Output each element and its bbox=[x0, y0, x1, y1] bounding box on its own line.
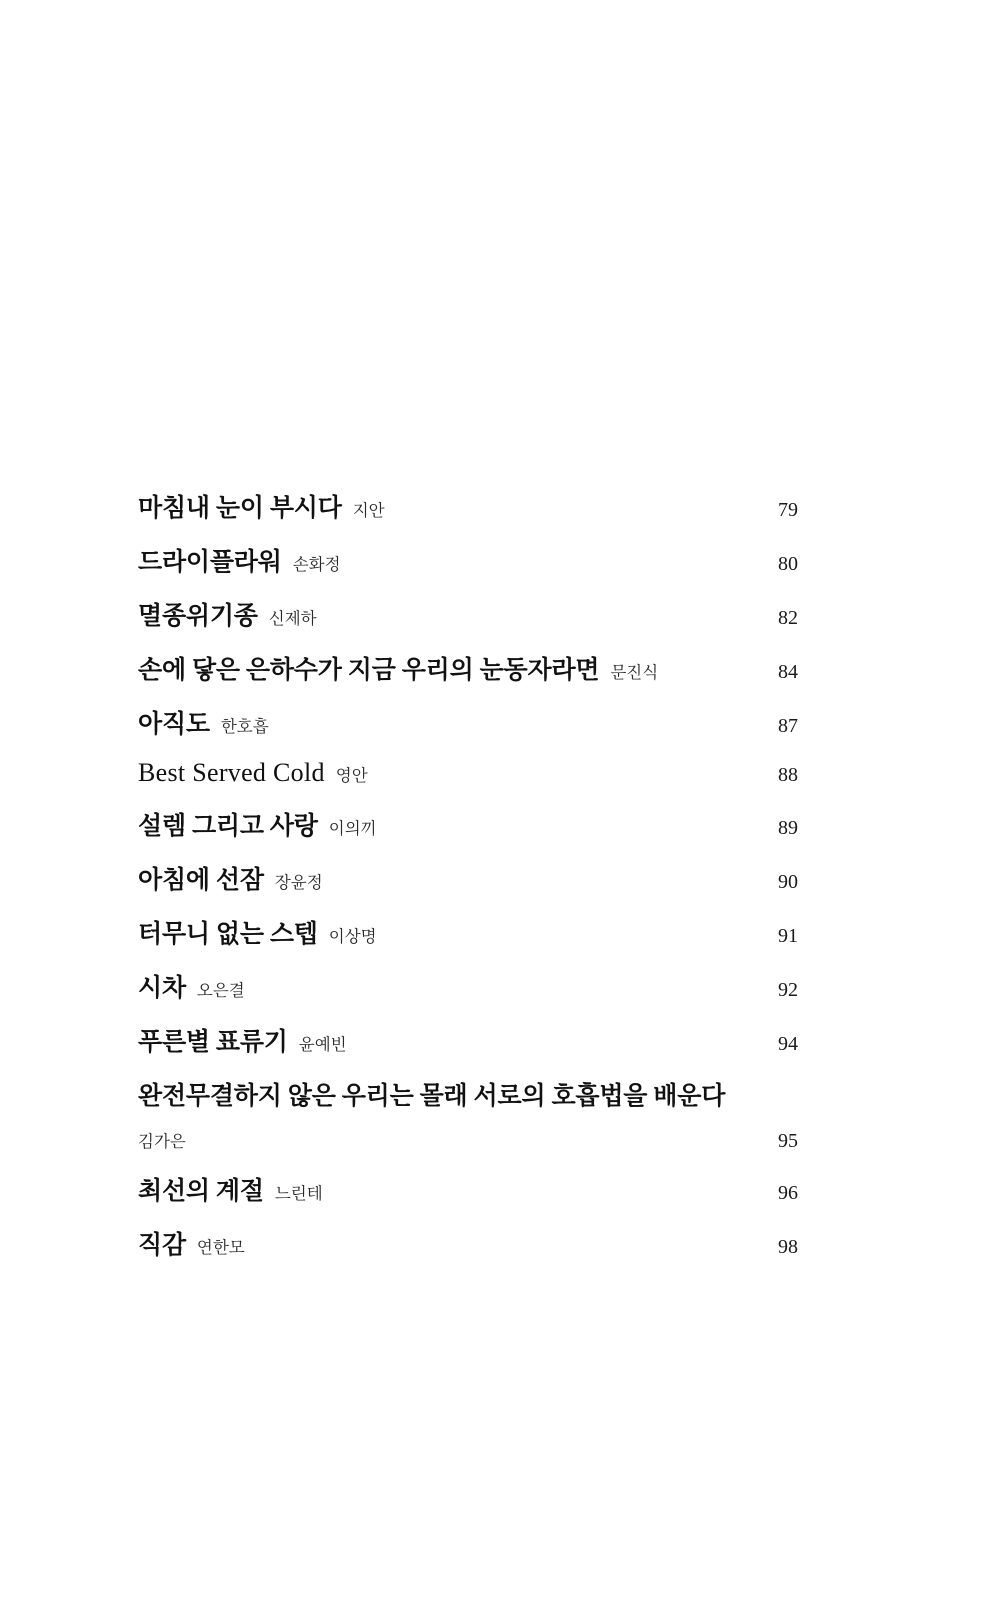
toc-entry-author: 오은결 bbox=[196, 981, 245, 1000]
toc-entry-author: 문진식 bbox=[610, 663, 659, 682]
toc-entry-title: 설렘 그리고 사랑 bbox=[138, 813, 318, 840]
toc-entry-page-number: 82 bbox=[778, 607, 798, 629]
toc-entry-author: 장윤정 bbox=[274, 873, 323, 892]
toc-entry[interactable] bbox=[138, 488, 798, 524]
toc-entry-title: 마침내 눈이 부시다 bbox=[138, 495, 342, 522]
toc-entry-title: Best Served Cold bbox=[138, 758, 325, 787]
toc-entry-text bbox=[138, 704, 738, 740]
toc-entry-text bbox=[138, 542, 738, 578]
toc-entry-author: 이상명 bbox=[328, 927, 377, 946]
toc-entry[interactable] bbox=[138, 1022, 798, 1058]
toc-entry[interactable] bbox=[138, 758, 798, 788]
toc-entry[interactable] bbox=[138, 860, 798, 896]
toc-entry-page-number: 79 bbox=[778, 499, 798, 521]
toc-entry-title: 푸른별 표류기 bbox=[138, 1029, 288, 1056]
toc-entry-author: 느린테 bbox=[274, 1184, 323, 1203]
toc-entry-author: 김가은 bbox=[138, 1132, 186, 1151]
toc-entry-author: 손화정 bbox=[292, 555, 341, 574]
toc-entry-page-number: 95 bbox=[778, 1130, 798, 1152]
toc-entry-page-number: 98 bbox=[778, 1236, 798, 1258]
toc-entry-page-number: 96 bbox=[778, 1182, 798, 1204]
toc-entry-text bbox=[138, 650, 738, 686]
toc-entry[interactable] bbox=[138, 704, 798, 740]
toc-entry-title: 직감 bbox=[138, 1232, 186, 1259]
toc-entry-title: 멸종위기종 bbox=[138, 603, 258, 630]
toc-entry-page-number: 91 bbox=[778, 925, 798, 947]
toc-entry[interactable] bbox=[138, 968, 798, 1004]
toc-entry-title: 손에 닿은 은하수가 지금 우리의 눈동자라면 bbox=[138, 657, 600, 684]
toc-entry-author: 영안 bbox=[335, 766, 368, 785]
toc-entry-text bbox=[138, 860, 738, 896]
toc-entry-title: 시차 bbox=[138, 975, 186, 1002]
toc-entry-text bbox=[138, 758, 738, 788]
toc-entry-text bbox=[138, 914, 738, 950]
toc-entry[interactable] bbox=[138, 542, 798, 578]
toc-entry-author: 지안 bbox=[352, 501, 385, 520]
toc-entry[interactable] bbox=[138, 1171, 798, 1207]
toc-entry[interactable] bbox=[138, 1225, 798, 1261]
toc-entry[interactable] bbox=[138, 596, 798, 632]
toc-entry-page-number: 84 bbox=[778, 661, 798, 683]
toc-entry-text bbox=[138, 968, 738, 1004]
toc-entry-meta bbox=[138, 1128, 798, 1153]
toc-entry-page-number: 94 bbox=[778, 1033, 798, 1055]
toc-entry-author: 한호흡 bbox=[220, 717, 269, 736]
toc-entry-page-number: 90 bbox=[778, 871, 798, 893]
toc-entry-text bbox=[138, 596, 738, 632]
toc-entry-title: 아직도 bbox=[138, 711, 210, 738]
toc-entry-title: 완전무결하지 않은 우리는 몰래 서로의 호흡법을 배운다 bbox=[138, 1083, 726, 1110]
toc-entry[interactable] bbox=[138, 650, 798, 686]
toc-entry-text bbox=[138, 488, 738, 524]
toc-entry-title: 드라이플라워 bbox=[138, 549, 282, 576]
toc-entry-title: 최선의 계절 bbox=[138, 1178, 264, 1205]
toc-entry-page-number: 89 bbox=[778, 817, 798, 839]
toc-entry-text bbox=[138, 1022, 738, 1058]
toc-entry-page-number: 92 bbox=[778, 979, 798, 1001]
toc-entry-text bbox=[138, 1225, 738, 1261]
toc-entry-page-number: 88 bbox=[778, 764, 798, 786]
table-of-contents-list bbox=[138, 488, 798, 1279]
toc-entry-author: 연한모 bbox=[196, 1238, 245, 1257]
toc-entry-title: 아침에 선잠 bbox=[138, 867, 264, 894]
toc-entry-title: 터무니 없는 스텝 bbox=[138, 921, 318, 948]
toc-entry[interactable] bbox=[138, 806, 798, 842]
toc-entry-text bbox=[138, 806, 738, 842]
toc-entry-author: 신제하 bbox=[268, 609, 317, 628]
toc-entry[interactable] bbox=[138, 1076, 798, 1153]
toc-entry-author: 윤예빈 bbox=[298, 1035, 347, 1054]
toc-entry-text bbox=[138, 1171, 738, 1207]
toc-entry-page-number: 87 bbox=[778, 715, 798, 737]
toc-entry-page-number: 80 bbox=[778, 553, 798, 575]
toc-entry-author: 이의끼 bbox=[328, 819, 377, 838]
toc-entry[interactable] bbox=[138, 914, 798, 950]
